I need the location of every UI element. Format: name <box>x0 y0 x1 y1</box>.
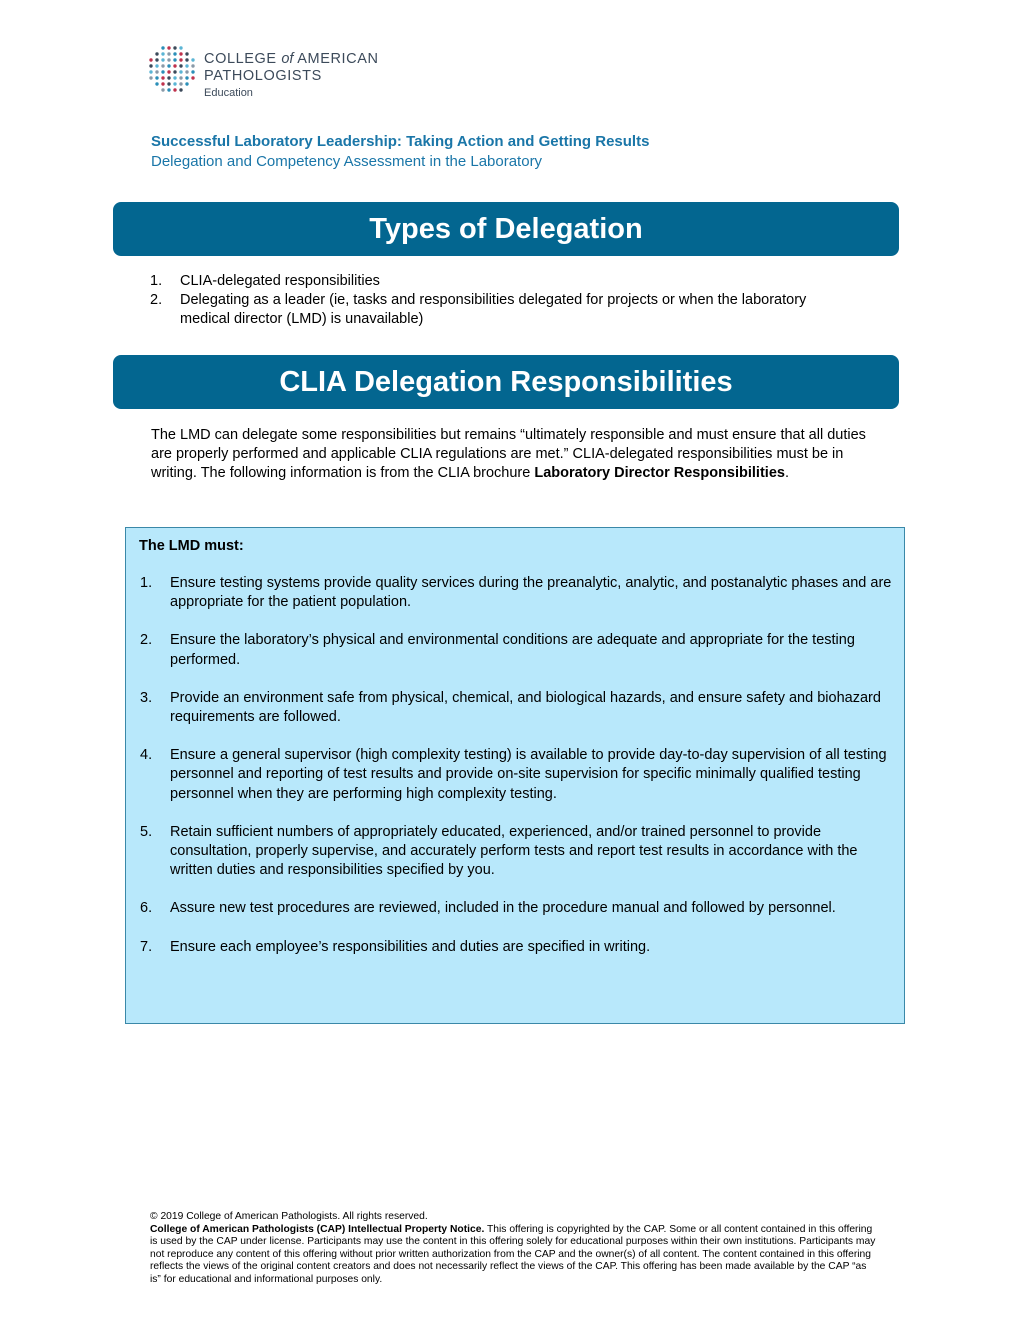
list-item: 4. Ensure a general supervisor (high complexity testing) is available to provide day-to-day supervision of all testing personnel and reporting of test results and provide on-site supervision for specific minimally qualified testing personnel when they are performing high complexity testing. <box>140 747 887 802</box>
logo-dot <box>191 76 194 79</box>
logo-dot <box>173 76 176 79</box>
logo-dot <box>179 82 182 85</box>
list-item: 3. Provide an environment safe from physical, chemical, and biological hazards, and ensure safety and biohazard requirements are followed. <box>140 689 881 726</box>
logo-dot <box>149 76 152 79</box>
types-list <box>150 272 850 329</box>
course-title: Successful Laboratory Leadership: Taking Action and Getting Results <box>151 133 650 150</box>
ip-notice: College of American Pathologists (CAP) Intellectual Property Notice. This offering is copyrighted by the CAP. Some or all content contained in this offering is used by the CAP under license. Participants may use the content in this offering solely for educational purposes within their own institutions. Participants may not reproduce any content of this offering without prior written authorization from the CAP and the owner(s) of all content. The content contained in this offering reflects the views of the original content creators and does not necessarily reflect the views of the CAP. This offering has been made available by the CAP “as is” for educational and informational purposes only. <box>150 1223 876 1285</box>
logo-dot <box>161 52 164 55</box>
logo-dot <box>173 70 176 73</box>
logo-dot <box>179 70 182 73</box>
logo-dot <box>167 88 170 91</box>
list-item: 2. Ensure the laboratory’s physical and environmental conditions are adequate and appropriate for the testing performed. <box>140 632 855 668</box>
logo-dot <box>185 64 188 67</box>
logo-dot <box>161 70 164 73</box>
logo-text <box>204 51 379 99</box>
logo-dot <box>161 88 164 91</box>
list-item: 1. CLIA-delegated responsibilities <box>150 273 380 289</box>
logo-dot <box>161 82 164 85</box>
lmd-must-list <box>140 574 898 976</box>
logo-line-2: PATHOLOGISTS <box>204 68 322 84</box>
logo-line-1: COLLEGE of AMERICAN <box>204 51 379 67</box>
list-item: 5. Retain sufficient numbers of appropriately educated, experienced, and/or trained personnel to provide consultation, properly supervise, and accurately perform tests and report test results in accordance with the written duties and responsibilities specified by you. <box>140 823 858 879</box>
types-of-delegation-heading: Types of Delegation <box>113 202 899 256</box>
logo-dot <box>155 64 158 67</box>
logo-dot <box>155 58 158 61</box>
logo-dot <box>191 58 194 61</box>
logo-dot <box>167 76 170 79</box>
logo-dot <box>155 52 158 55</box>
logo-dot <box>179 52 182 55</box>
clia-delegation-heading: CLIA Delegation Responsibilities <box>113 355 899 409</box>
lmd-must-box <box>125 527 905 1024</box>
logo-dot <box>191 64 194 67</box>
logo-dot <box>179 58 182 61</box>
logo-dot <box>185 76 188 79</box>
logo-dot <box>167 58 170 61</box>
logo-dot <box>185 70 188 73</box>
box-heading: The LMD must: <box>139 538 244 554</box>
footer <box>150 1211 880 1287</box>
logo-dot <box>167 82 170 85</box>
logo-dot <box>167 52 170 55</box>
copyright: © 2019 College of American Pathologists. All rights reserved. <box>150 1211 428 1222</box>
course-subtitle: Delegation and Competency Assessment in the Laboratory <box>151 153 543 170</box>
logo-dot <box>149 70 152 73</box>
logo-dot <box>161 76 164 79</box>
logo-dot <box>167 70 170 73</box>
logo-dot <box>179 88 182 91</box>
logo-dots-icon <box>148 45 196 93</box>
logo-dot <box>155 82 158 85</box>
list-item: 1. Ensure testing systems provide quality services during the preanalytic, analytic, and postanalytic phases and are appropriate for the patient population. <box>140 575 892 611</box>
logo-dot <box>167 64 170 67</box>
logo-dot <box>161 58 164 61</box>
cap-logo <box>148 45 418 109</box>
brochure-title: Laboratory Director Responsibilities <box>534 465 785 481</box>
list-item: 6. Assure new test procedures are reviewed, included in the procedure manual and followed by personnel. <box>140 900 836 917</box>
logo-dot <box>185 58 188 61</box>
logo-dot <box>155 76 158 79</box>
logo-dot <box>161 64 164 67</box>
logo-dot <box>173 64 176 67</box>
logo-dot <box>191 70 194 73</box>
logo-dot <box>173 46 176 49</box>
logo-education: Education <box>204 87 253 99</box>
logo-dot <box>155 70 158 73</box>
logo-dot <box>149 58 152 61</box>
logo-dot <box>173 52 176 55</box>
logo-dot <box>185 52 188 55</box>
logo-dot <box>149 64 152 67</box>
logo-dot <box>173 58 176 61</box>
list-item: 7. Ensure each employee’s responsibilities and duties are specified in writing. <box>140 938 651 955</box>
logo-dot <box>173 88 176 91</box>
logo-dot <box>161 46 164 49</box>
intro-paragraph: The LMD can delegate some responsibilities but remains “ultimately responsible and must ensure that all duties are properly performed and applicable CLIA regulations are met.” CLIA-delegated responsibilities must be in writing. The following information is from the CLIA brochure Laboratory Director Responsibilities. <box>151 427 866 481</box>
logo-dot <box>185 82 188 85</box>
logo-dot <box>173 82 176 85</box>
logo-dot <box>167 46 170 49</box>
list-item: 2. Delegating as a leader (ie, tasks and responsibilities delegated for projects or when the laboratory medical director (LMD) is unavailable) <box>150 292 807 327</box>
logo-dot <box>179 46 182 49</box>
logo-dot <box>179 64 182 67</box>
logo-dot <box>179 76 182 79</box>
